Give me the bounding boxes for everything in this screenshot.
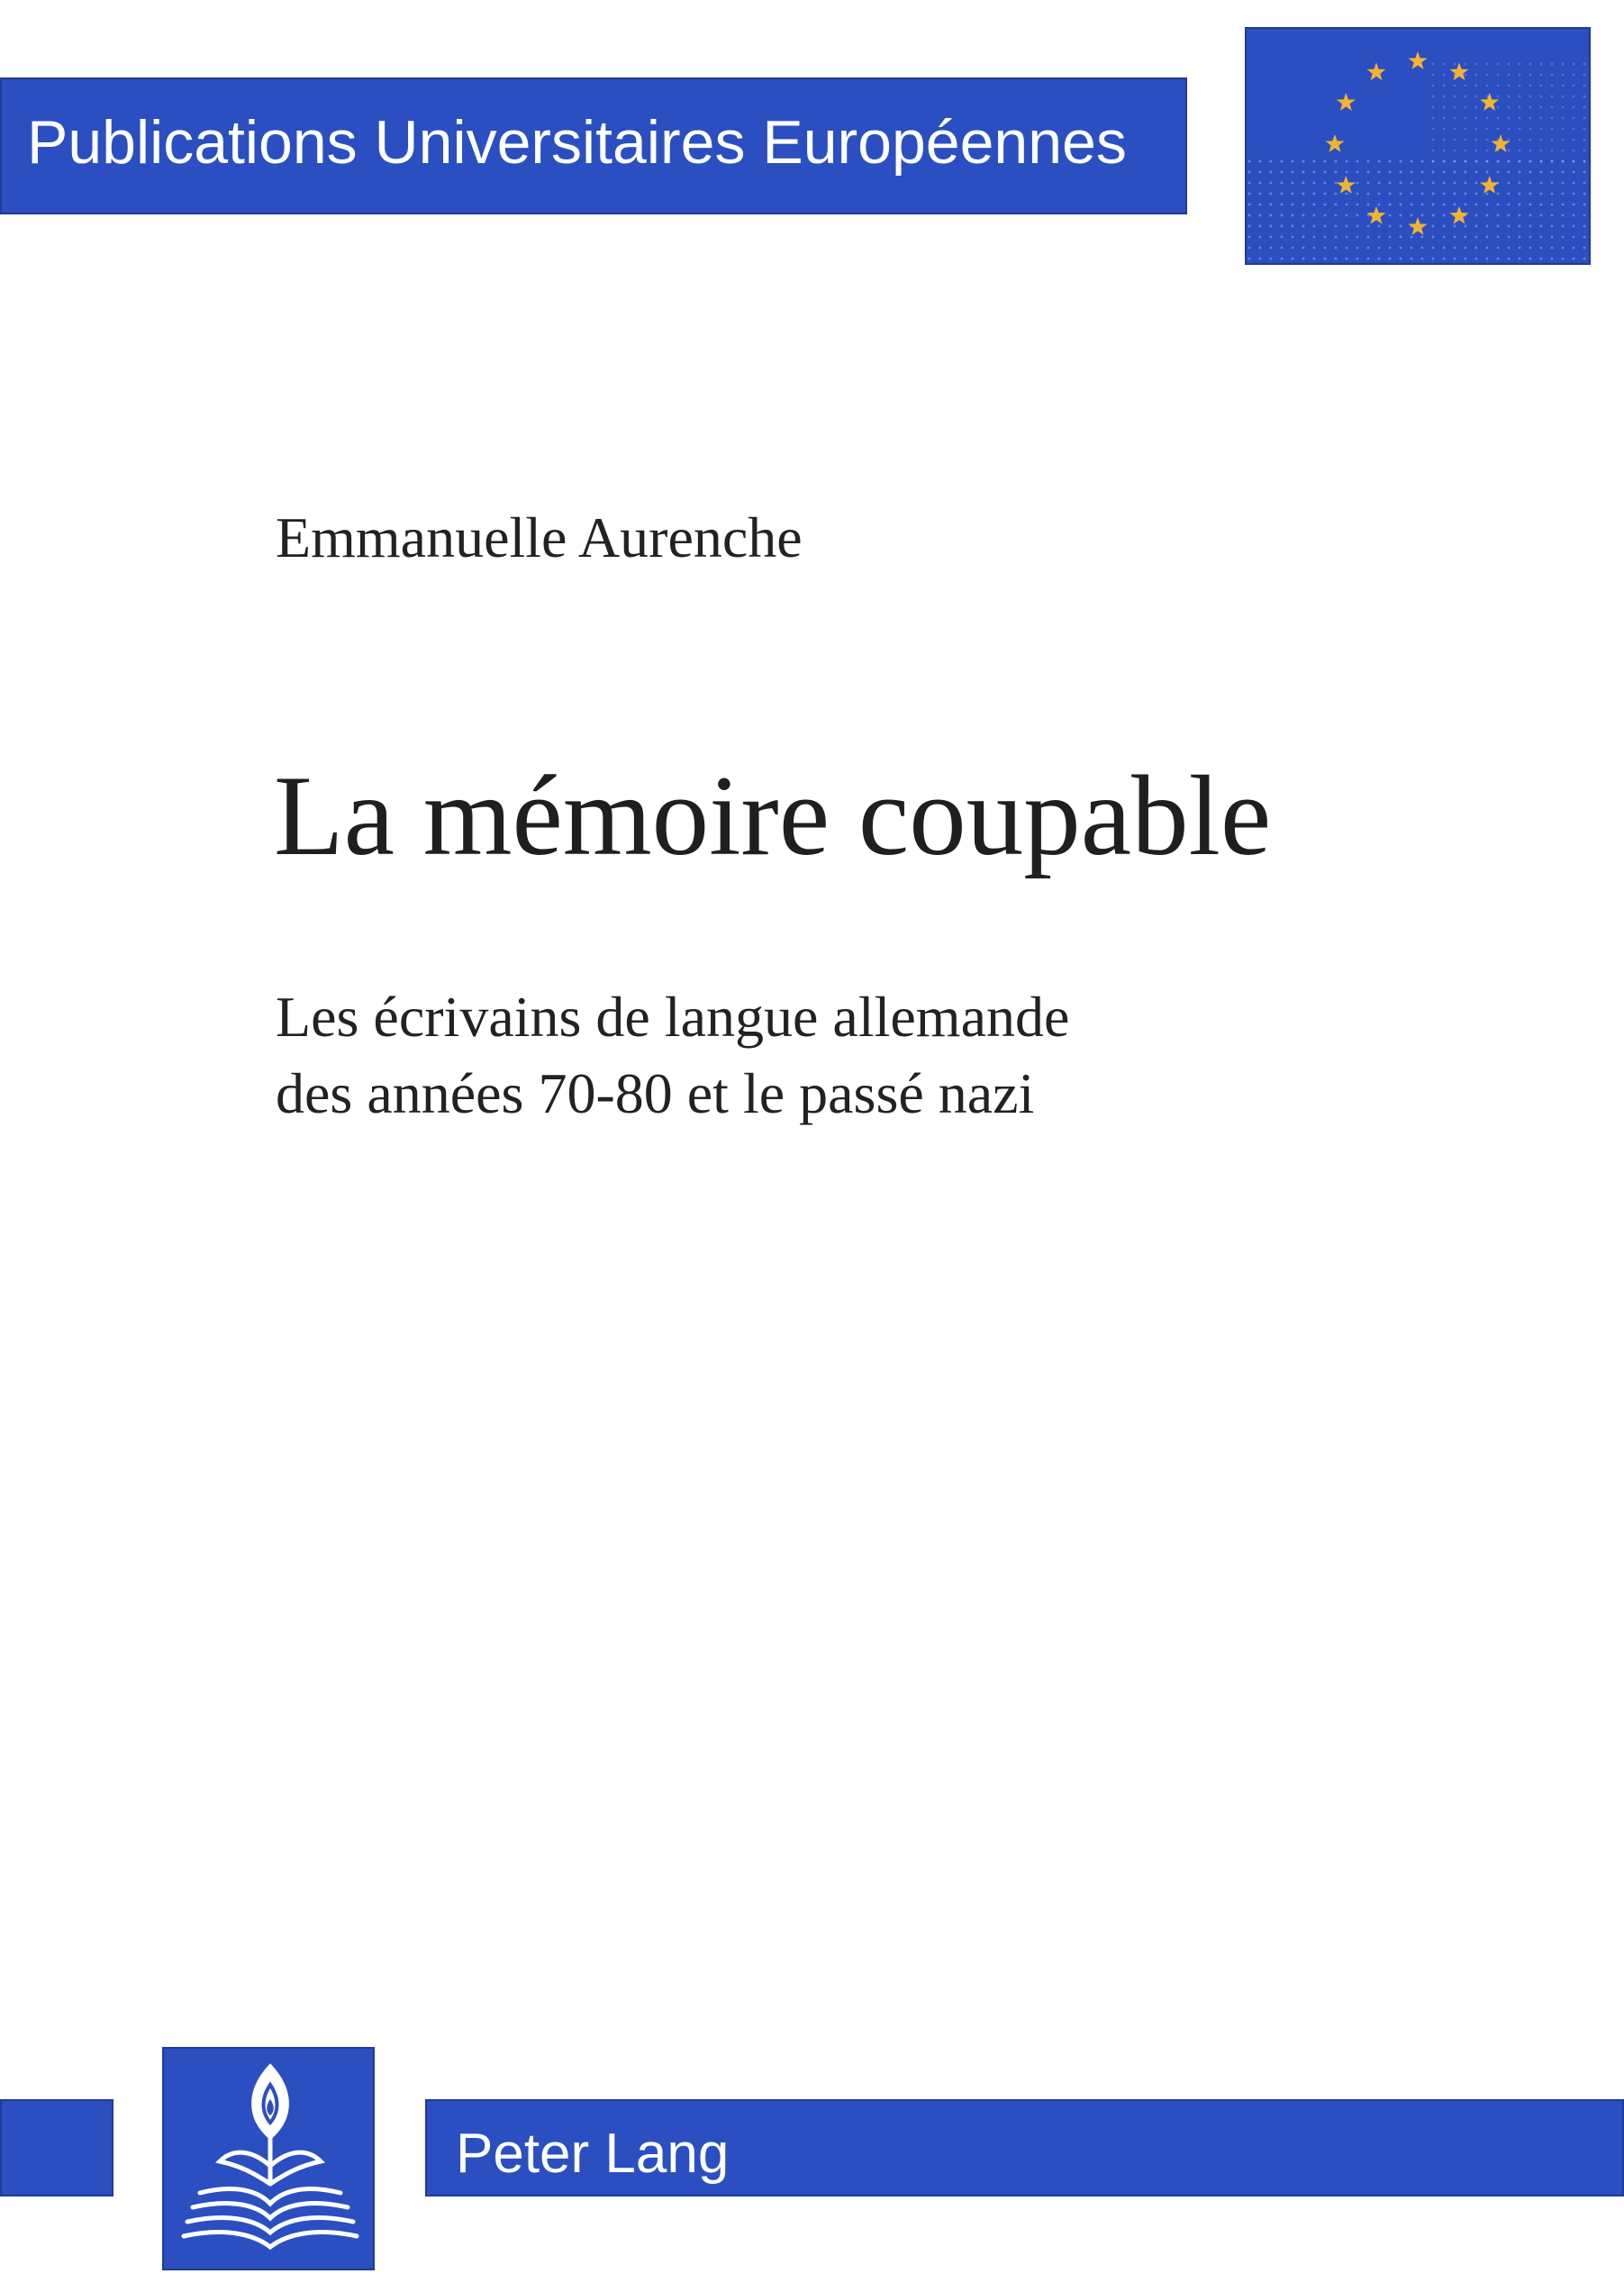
publisher-name: Peter Lang: [456, 2123, 730, 2185]
publisher-logo: [162, 2047, 375, 2270]
left-stub-band: [0, 2099, 113, 2196]
eu-star-icon: [1337, 93, 1356, 111]
eu-emblem: [1245, 27, 1591, 265]
eu-star-icon: [1326, 134, 1345, 152]
book-title: La mémoire coupable: [274, 753, 1272, 879]
eu-stars-icon: [1247, 29, 1592, 267]
publisher-band: [425, 2099, 1624, 2196]
eu-star-icon: [1409, 51, 1428, 69]
eu-star-icon: [1367, 62, 1386, 80]
series-band: [0, 77, 1187, 214]
subtitle-line-1: Les écrivains de langue allemande: [276, 985, 1070, 1049]
subtitle-line-2: des années 70-80 et le passé nazi: [276, 1061, 1035, 1125]
series-title: Publications Universitaires Européennes: [27, 108, 1127, 177]
peter-lang-logo-icon: [164, 2049, 377, 2272]
author-name: Emmanuelle Aurenche: [276, 505, 803, 569]
